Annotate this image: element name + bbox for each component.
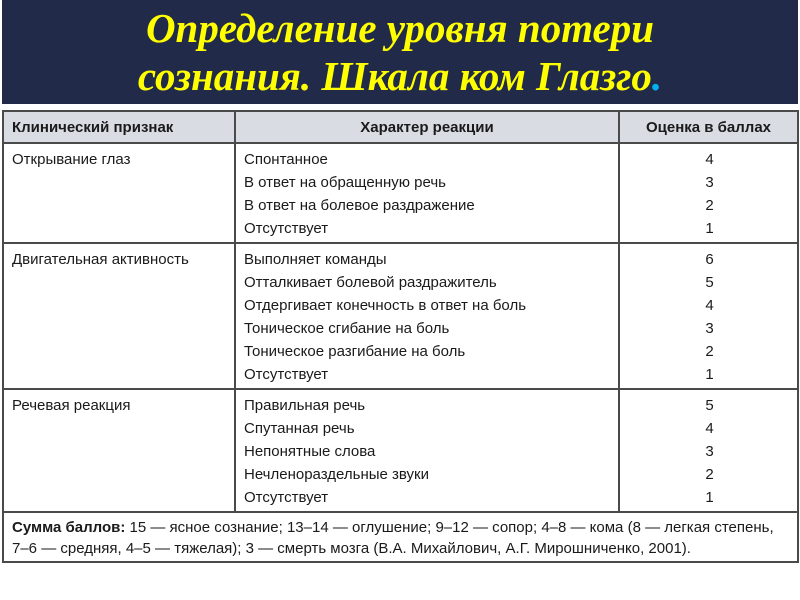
- table-row: [3, 243, 798, 389]
- reaction-item: Спутанная речь: [244, 420, 355, 437]
- reaction-item: В ответ на болевое раздражение: [244, 197, 475, 214]
- title-line-1: Определение уровня потери: [145, 5, 655, 51]
- score-item: 2: [705, 343, 714, 360]
- reaction-item: Правильная речь: [244, 397, 366, 414]
- table-row: [3, 389, 798, 512]
- title-dot: .: [651, 53, 663, 99]
- table-header-row: [3, 111, 798, 143]
- table-row: [3, 143, 798, 243]
- score-item: 4: [705, 420, 714, 437]
- score-item: 3: [705, 320, 714, 337]
- title-line-2-text: сознания. Шкала ком Глазго: [137, 53, 652, 99]
- summary-text: 15 — ясное сознание; 13–14 — оглушение; 9–12 — сопор; 4–8 — кома (8 — легкая степень, 7–6 — средняя, 4–5 — тяжелая); 3 — смерть мозга (В.А. Михайлович, А.Г. Мирошниченко, 2001).: [12, 519, 774, 557]
- sign-label: Двигательная активность: [12, 251, 189, 268]
- reaction-item: Отталкивает болевой раздражитель: [244, 274, 497, 291]
- scores-cell: [619, 243, 798, 389]
- score-item: 2: [705, 197, 714, 214]
- header-score: Оценка в баллах: [619, 111, 798, 143]
- score-item: 5: [705, 274, 714, 291]
- scores-cell: [619, 389, 798, 512]
- sign-label: Открывание глаз: [12, 151, 131, 168]
- reactions-cell: [235, 243, 619, 389]
- score-item: 5: [705, 397, 714, 414]
- score-item: 2: [705, 466, 714, 483]
- score-item: 3: [705, 443, 714, 460]
- score-item: 3: [705, 174, 714, 191]
- score-item: 1: [705, 489, 714, 506]
- glasgow-coma-scale-table: [2, 110, 799, 563]
- sign-cell: [3, 243, 235, 389]
- summary-label: Сумма баллов:: [12, 519, 126, 536]
- reaction-item: Спонтанное: [244, 151, 328, 168]
- score-item: 6: [705, 251, 714, 268]
- reaction-item: Отсутствует: [244, 489, 329, 506]
- reaction-item: Отсутствует: [244, 220, 329, 237]
- reaction-item: Отсутствует: [244, 366, 329, 383]
- summary-row: [3, 512, 798, 562]
- reaction-item: Нечленораздельные звуки: [244, 466, 429, 483]
- reaction-item: Выполняет команды: [244, 251, 387, 268]
- header-reaction: Характер реакции: [235, 111, 619, 143]
- score-item: 4: [705, 297, 714, 314]
- reaction-item: Тоническое сгибание на боль: [244, 320, 450, 337]
- title-banner: [2, 0, 798, 104]
- reactions-cell: [235, 389, 619, 512]
- reaction-item: Отдергивает конечность в ответ на боль: [244, 297, 527, 314]
- reactions-cell: [235, 143, 619, 243]
- sign-cell: [3, 143, 235, 243]
- header-clinical-sign: Клинический признак: [3, 111, 235, 143]
- sign-label: Речевая реакция: [12, 397, 131, 414]
- score-item: 4: [705, 151, 714, 168]
- reaction-item: Непонятные слова: [244, 443, 376, 460]
- reaction-item: В ответ на обращенную речь: [244, 174, 446, 191]
- score-item: 1: [705, 220, 714, 237]
- summary-cell: [3, 512, 798, 562]
- title-line-2: [138, 52, 662, 100]
- reaction-item: Тоническое разгибание на боль: [244, 343, 466, 360]
- sign-cell: [3, 389, 235, 512]
- score-item: 1: [705, 366, 714, 383]
- scores-cell: [619, 143, 798, 243]
